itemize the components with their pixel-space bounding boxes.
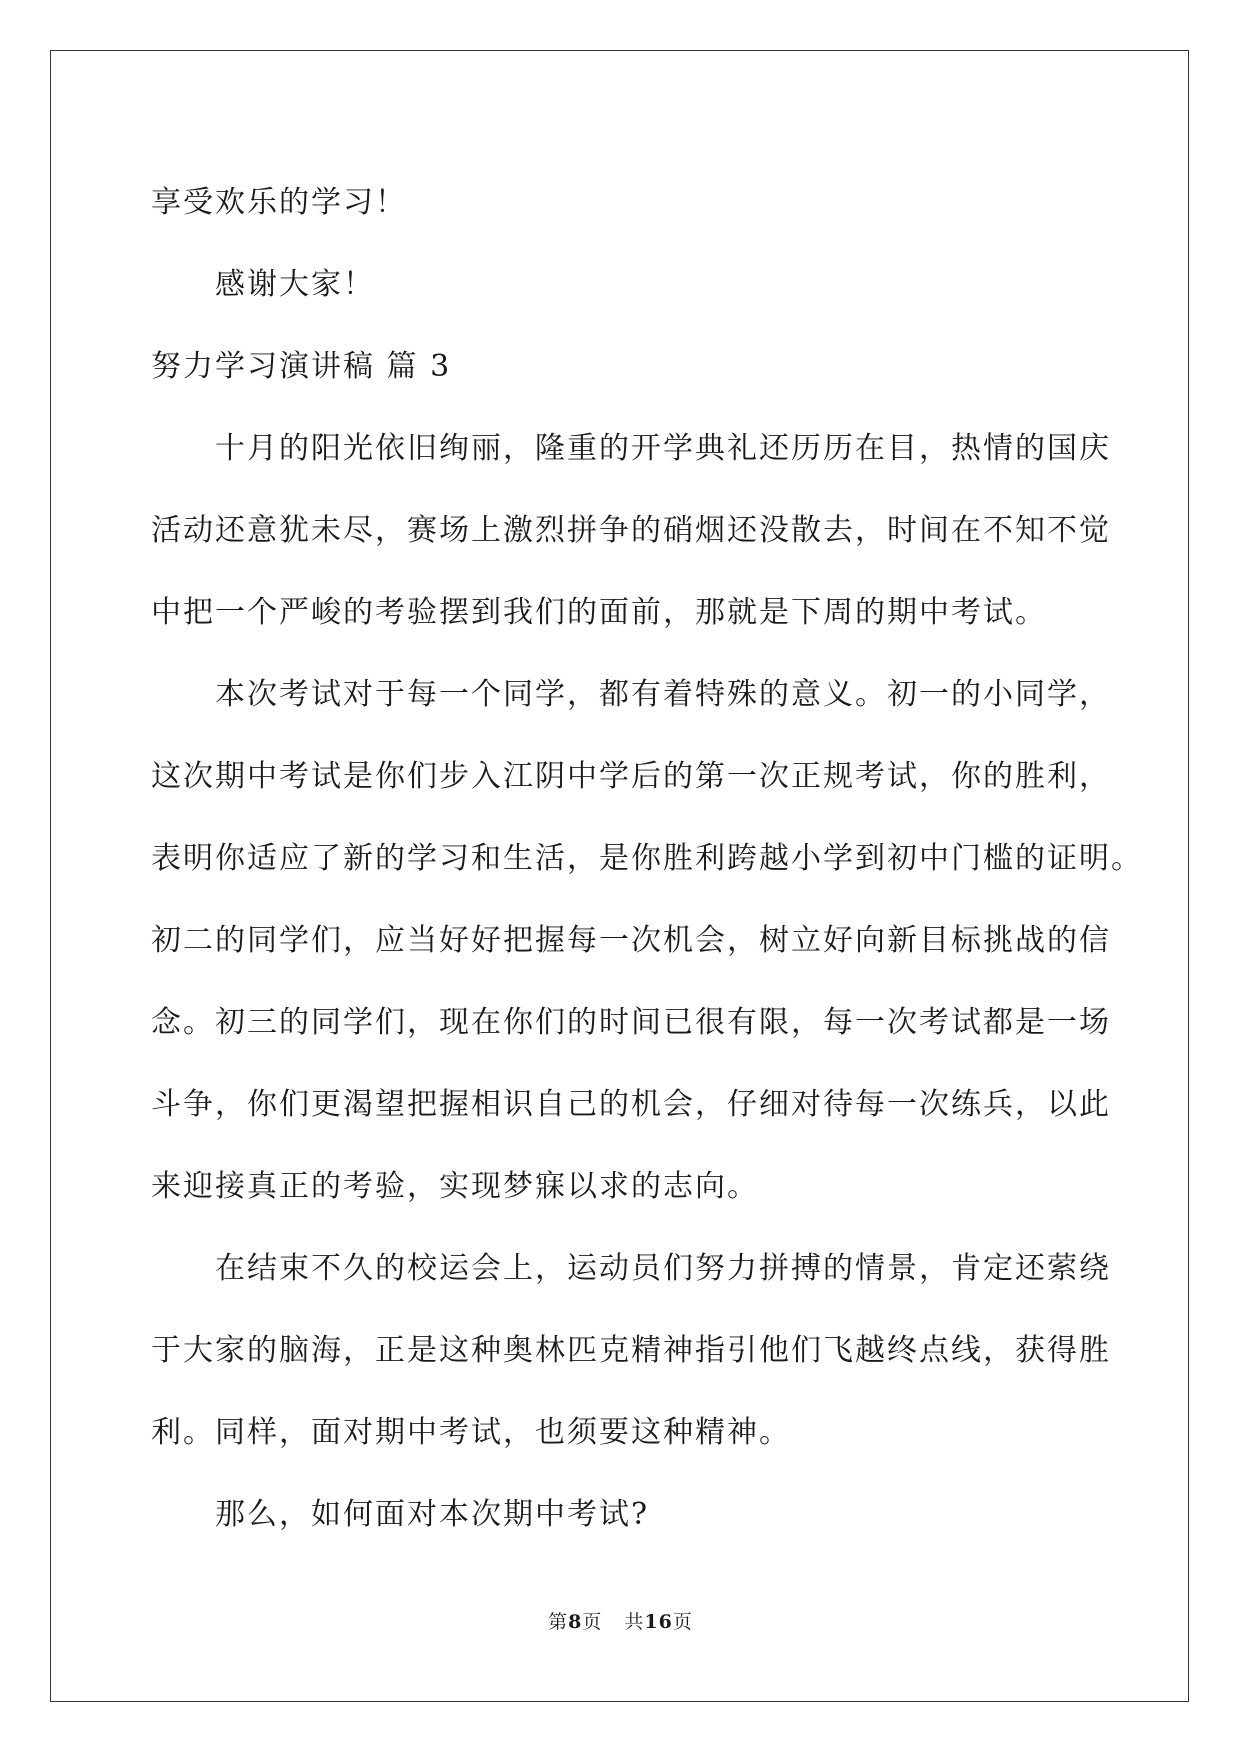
text-line-15: 于大家的脑海，正是这种奥林匹克精神指引他们飞越终点线，获得胜 [151,1333,1111,1368]
text-line-17: 那么，如何面对本次期中考试? [215,1497,650,1532]
text-line-2: 感谢大家！ [215,267,375,302]
text-line-16: 利。同样，面对期中考试，也须要这种精神。 [151,1415,791,1450]
text-line-12: 斗争，你们更渴望把握相识自己的机会，仔细对待每一次练兵，以此 [151,1087,1111,1122]
text-line-4: 十月的阳光依旧绚丽，隆重的开学典礼还历历在目，热情的国庆 [215,431,1111,466]
total-prefix: 共 [624,1611,645,1633]
text-line-11: 念。初三的同学们，现在你们的时间已很有限，每一次考试都是一场 [151,1005,1111,1040]
page-number: 8 [568,1611,583,1633]
section-heading: 努力学习演讲稿 篇 3 [151,349,452,384]
text-line-10: 初二的同学们，应当好好把握每一次机会，树立好向新目标挑战的信 [151,923,1111,958]
total-pages: 16 [644,1611,673,1633]
text-line-5: 活动还意犹未尽，赛场上激烈拼争的硝烟还没散去，时间在不知不觉 [151,513,1111,548]
text-line-6: 中把一个严峻的考验摆到我们的面前，那就是下周的期中考试。 [151,595,1047,630]
total-suffix: 页 [672,1611,693,1633]
page-suffix: 页 [582,1611,603,1633]
document-body [151,162,1143,1556]
text-line-7: 本次考试对于每一个同学，都有着特殊的意义。初一的小同学， [215,677,1111,712]
text-line-9: 表明你适应了新的学习和生活，是你胜利跨越小学到初中门槛的证明。 [151,841,1143,876]
text-line-14: 在结束不久的校运会上，运动员们努力拼搏的情景，肯定还萦绕 [215,1251,1111,1286]
text-line-1: 享受欢乐的学习！ [151,185,407,220]
text-line-8: 这次期中考试是你们步入江阴中学后的第一次正规考试，你的胜利， [151,759,1111,794]
page-footer [0,1607,1241,1634]
page-prefix: 第 [548,1611,569,1633]
text-line-13: 来迎接真正的考验，实现梦寐以求的志向。 [151,1169,759,1204]
